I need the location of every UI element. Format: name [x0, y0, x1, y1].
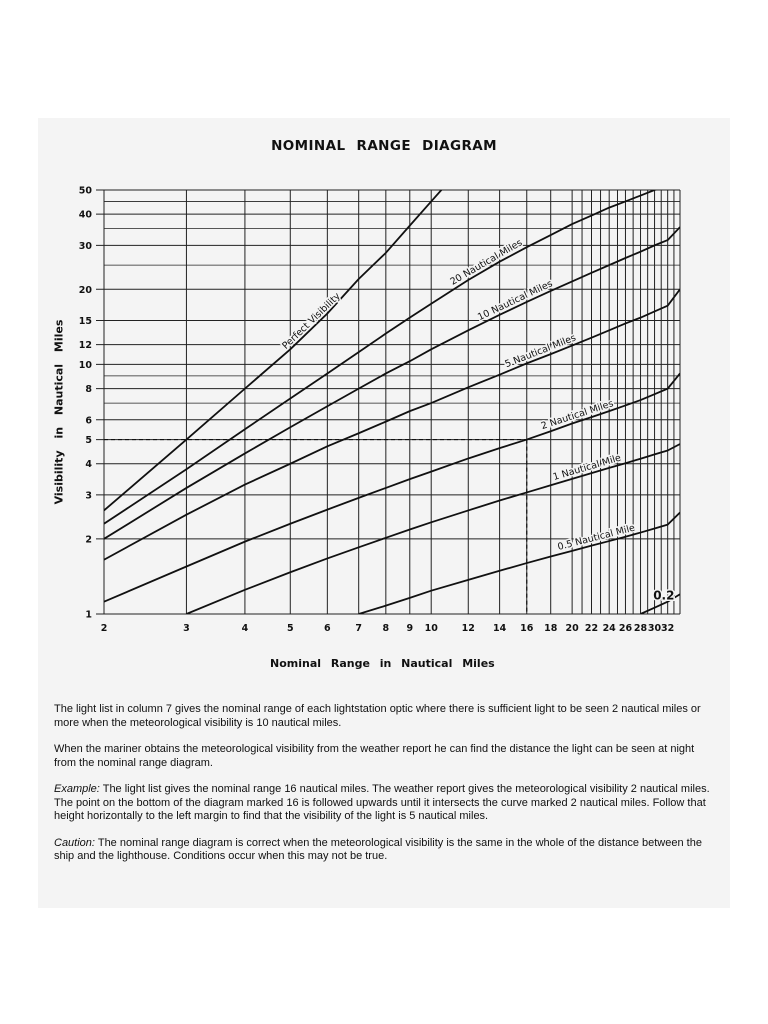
y-tick-label: 2 [85, 534, 92, 546]
paragraph-light-list: The light list in column 7 gives the nominal range of each lightstation optic where there is sufficient light to be seen 2 nautical miles or more when the meteorological visibility is 10 nautical miles. [54, 703, 701, 729]
y-axis-label: Visibility in Nautical Miles [52, 319, 66, 505]
curve-label: 10 Nautical Miles [476, 278, 555, 324]
x-tick-label: 12 [461, 623, 475, 634]
curve-label: 0.5 Nautical Mile [556, 522, 637, 553]
example-text: The light list gives the nominal range 16 nautical miles. The weather report gives the meteorological visibility 2 nautical miles. The point on the bottom of the diagram marked 16 is followed upwards until it intersects the curve marked 2 nautical miles. Follow that height horizontally to the left margin to find that the visibility of the light is 5 nautical miles. [54, 783, 710, 822]
caution-text: The nominal range diagram is correct when the meteorological visibility is the same in the whole of the distance between the ship and the lighthouse. Conditions occur when this may not be true. [54, 836, 702, 862]
x-tick-label: 16 [520, 623, 534, 634]
paragraph-example [54, 783, 710, 824]
y-tick-label: 6 [85, 415, 92, 427]
x-tick-label: 4 [241, 623, 249, 634]
x-tick-label: 30 [647, 623, 662, 634]
y-tick-label: 40 [78, 209, 92, 221]
x-tick-label: 32 [661, 623, 675, 634]
caution-label: Caution: [54, 836, 95, 849]
series-curve [104, 227, 680, 539]
curve-label: 20 Nautical Miles [448, 237, 525, 288]
y-tick-label: 10 [78, 359, 92, 371]
x-tick-label: 20 [565, 623, 579, 634]
x-tick-label: 26 [618, 623, 633, 634]
x-tick-label: 2 [100, 623, 108, 634]
y-tick-label: 15 [78, 315, 92, 327]
x-tick-label: 28 [633, 623, 648, 634]
x-tick-label: 9 [406, 623, 414, 634]
x-tick-label: 22 [584, 623, 599, 634]
curve-label: 0.2 [653, 588, 675, 603]
x-axis-label: Nominal Range in Nautical Miles [270, 657, 495, 670]
y-tick-label: 3 [85, 490, 92, 502]
x-tick-label: 3 [183, 623, 190, 634]
curve-label: 1 Nautical Mile [551, 452, 623, 484]
x-tick-label: 14 [492, 623, 507, 634]
y-tick-label: 30 [78, 240, 92, 252]
x-tick-label: 10 [424, 623, 438, 634]
y-tick-label: 5 [85, 435, 92, 447]
curve-label: 2 Nautical Miles [539, 398, 615, 433]
example-label: Example: [54, 783, 100, 795]
x-tick-label: 7 [355, 623, 363, 634]
curve-label: Perfect Visibility [280, 290, 343, 352]
explanatory-notes [54, 703, 710, 877]
x-tick-label: 6 [324, 623, 331, 634]
y-tick-label: 1 [85, 609, 92, 621]
x-tick-label: 8 [382, 623, 390, 634]
paragraph-caution [54, 837, 710, 864]
curve-label: 5 Nautical Miles [503, 332, 578, 371]
paragraph-mariner: When the mariner obtains the meteorological visibility from the weather report he can find the distance the light can be seen at night from the nominal range diagram. [54, 743, 695, 769]
y-tick-label: 12 [78, 340, 92, 352]
y-tick-label: 4 [85, 459, 92, 471]
x-tick-label: 5 [286, 623, 294, 634]
y-tick-label: 20 [78, 284, 92, 296]
x-tick-label: 18 [544, 623, 558, 634]
y-tick-label: 50 [78, 185, 92, 197]
chart-title: NOMINAL RANGE DIAGRAM [271, 138, 497, 154]
y-tick-label: 8 [85, 384, 92, 396]
x-tick-label: 24 [602, 623, 616, 634]
